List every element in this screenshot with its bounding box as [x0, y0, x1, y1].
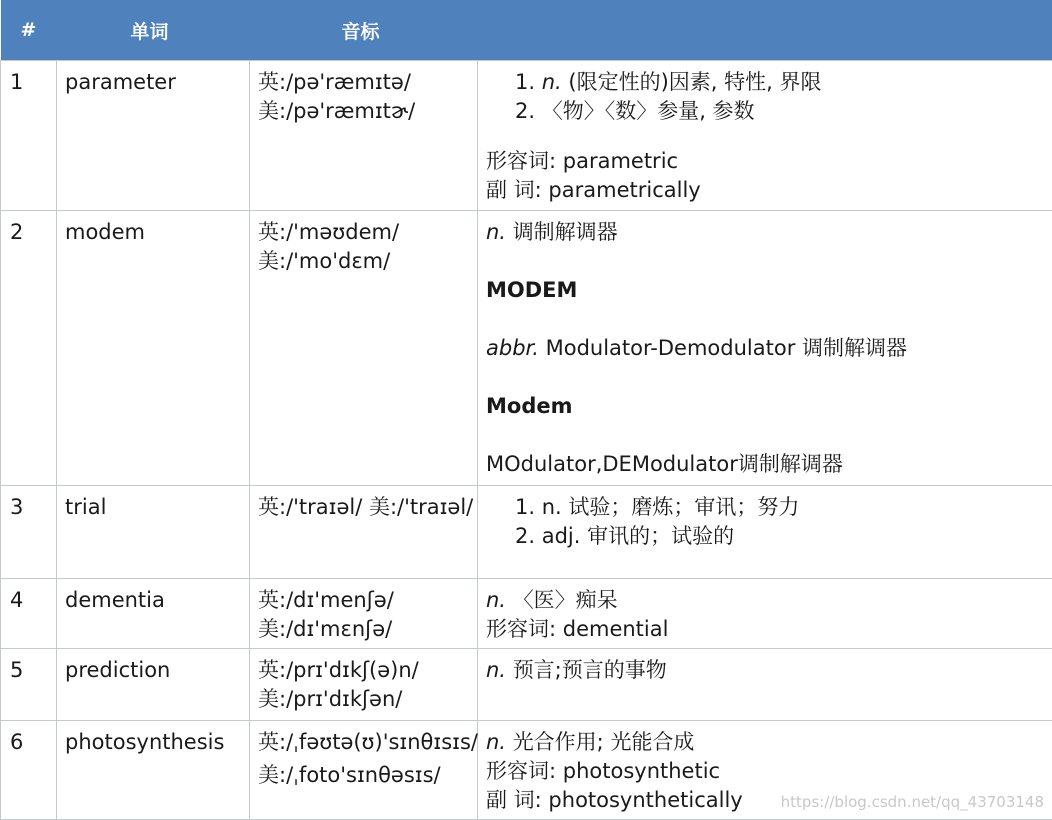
row-number: 4: [1, 579, 57, 649]
definition-1: 1. n. 试验；磨炼；审讯；努力: [486, 493, 1044, 522]
meaning-cell: [478, 579, 1052, 649]
word-cell: parameter: [57, 61, 250, 211]
uk-phonetic: 英:/pə'ræmɪtə/: [258, 68, 469, 97]
definition-text: (限定性的)因素, 特性, 界限: [568, 70, 821, 94]
definition-text: 光合作用; 光能合成: [513, 730, 695, 754]
definition: [486, 728, 1044, 757]
phonetic-cell: [250, 61, 478, 211]
phonetic-cell: [250, 579, 478, 649]
meaning-cell: [478, 486, 1052, 579]
definition-2: 2. adj. 审讯的；试验的: [486, 522, 1044, 551]
word-cell: prediction: [57, 649, 250, 721]
row-number: 1: [1, 61, 57, 211]
part-of-speech: abbr.: [486, 336, 539, 360]
us-phonetic: 美:/pə'ræmɪtɚ/: [258, 97, 469, 126]
header-num: #: [1, 0, 57, 61]
abbreviation: [486, 334, 1044, 363]
entry-text: MOdulator,DEModulator调制解调器: [486, 450, 1044, 479]
definition: [486, 656, 1044, 685]
adjective-form: 形容词: photosynthetic: [486, 757, 1044, 786]
row-number: 2: [1, 211, 57, 486]
us-phonetic: 美:/dɪ'mɛnʃə/: [258, 615, 469, 644]
adjective-form: 形容词: parametric: [486, 147, 1044, 176]
definition: [486, 586, 1044, 615]
definition-text: 预言;预言的事物: [513, 658, 667, 682]
definition-2: 2. 〈物〉〈数〉参量, 参数: [486, 97, 1044, 126]
uk-phonetic: 英:/ˌfəʊtə(ʊ)'sɪnθɪsɪs/: [258, 728, 469, 757]
definition-text: 调制解调器: [513, 220, 618, 244]
entry-heading: MODEM: [486, 276, 1044, 305]
phonetic-cell: [250, 211, 478, 486]
uk-phonetic: 英:/prɪ'dɪkʃ(ə)n/: [258, 656, 469, 685]
table-row: [1, 486, 1052, 579]
row-number: 6: [1, 721, 57, 820]
uk-phonetic: 英:/dɪ'menʃə/: [258, 586, 469, 615]
watermark: https://blog.csdn.net/qq_43703148: [781, 793, 1044, 811]
us-phonetic: 美:/ˌfoto'sɪnθəsɪs/: [258, 761, 469, 790]
phonetic-cell: [250, 721, 478, 820]
us-phonetic: 美:/'mo'dɛm/: [258, 247, 469, 276]
table-row: [1, 649, 1052, 721]
definition-text: 〈医〉痴呆: [513, 588, 618, 612]
header-word: 单词: [57, 0, 250, 61]
table-row: [1, 61, 1052, 211]
header-row: [1, 0, 1052, 61]
part-of-speech: n.: [542, 70, 562, 94]
phonetic-cell: [250, 649, 478, 721]
adjective-form: 形容词: demential: [486, 615, 1044, 644]
part-of-speech: n.: [486, 730, 506, 754]
definition-1: [486, 68, 1044, 97]
adverb-form: 副 词: parametrically: [486, 176, 1044, 205]
table-row: [1, 211, 1052, 486]
word-cell: trial: [57, 486, 250, 579]
table-row: [1, 579, 1052, 649]
phonetic-cell: [250, 486, 478, 579]
definition: [486, 218, 1044, 247]
header-phonetic: 音标: [250, 0, 478, 61]
word-cell: photosynthesis: [57, 721, 250, 820]
definition-number: 1.: [515, 70, 535, 94]
meaning-cell: [478, 649, 1052, 721]
word-cell: dementia: [57, 579, 250, 649]
part-of-speech: n.: [486, 220, 506, 244]
part-of-speech: n.: [486, 658, 506, 682]
uk-phonetic: 英:/'məʊdem/: [258, 218, 469, 247]
meaning-cell: [478, 61, 1052, 211]
adverb-form: 副 词: photosynthetically: [486, 786, 1044, 815]
meaning-cell: [478, 211, 1052, 486]
row-number: 5: [1, 649, 57, 721]
us-phonetic: 美:/prɪ'dɪkʃən/: [258, 685, 469, 714]
entry-heading: Modem: [486, 392, 1044, 421]
phonetic-text: 英:/'traɪəl/ 美:/'traɪəl/: [258, 493, 469, 522]
row-number: 3: [1, 486, 57, 579]
header-meaning: [478, 0, 1052, 61]
word-cell: modem: [57, 211, 250, 486]
part-of-speech: n.: [486, 588, 506, 612]
abbreviation-text: Modulator-Demodulator 调制解调器: [546, 336, 907, 360]
